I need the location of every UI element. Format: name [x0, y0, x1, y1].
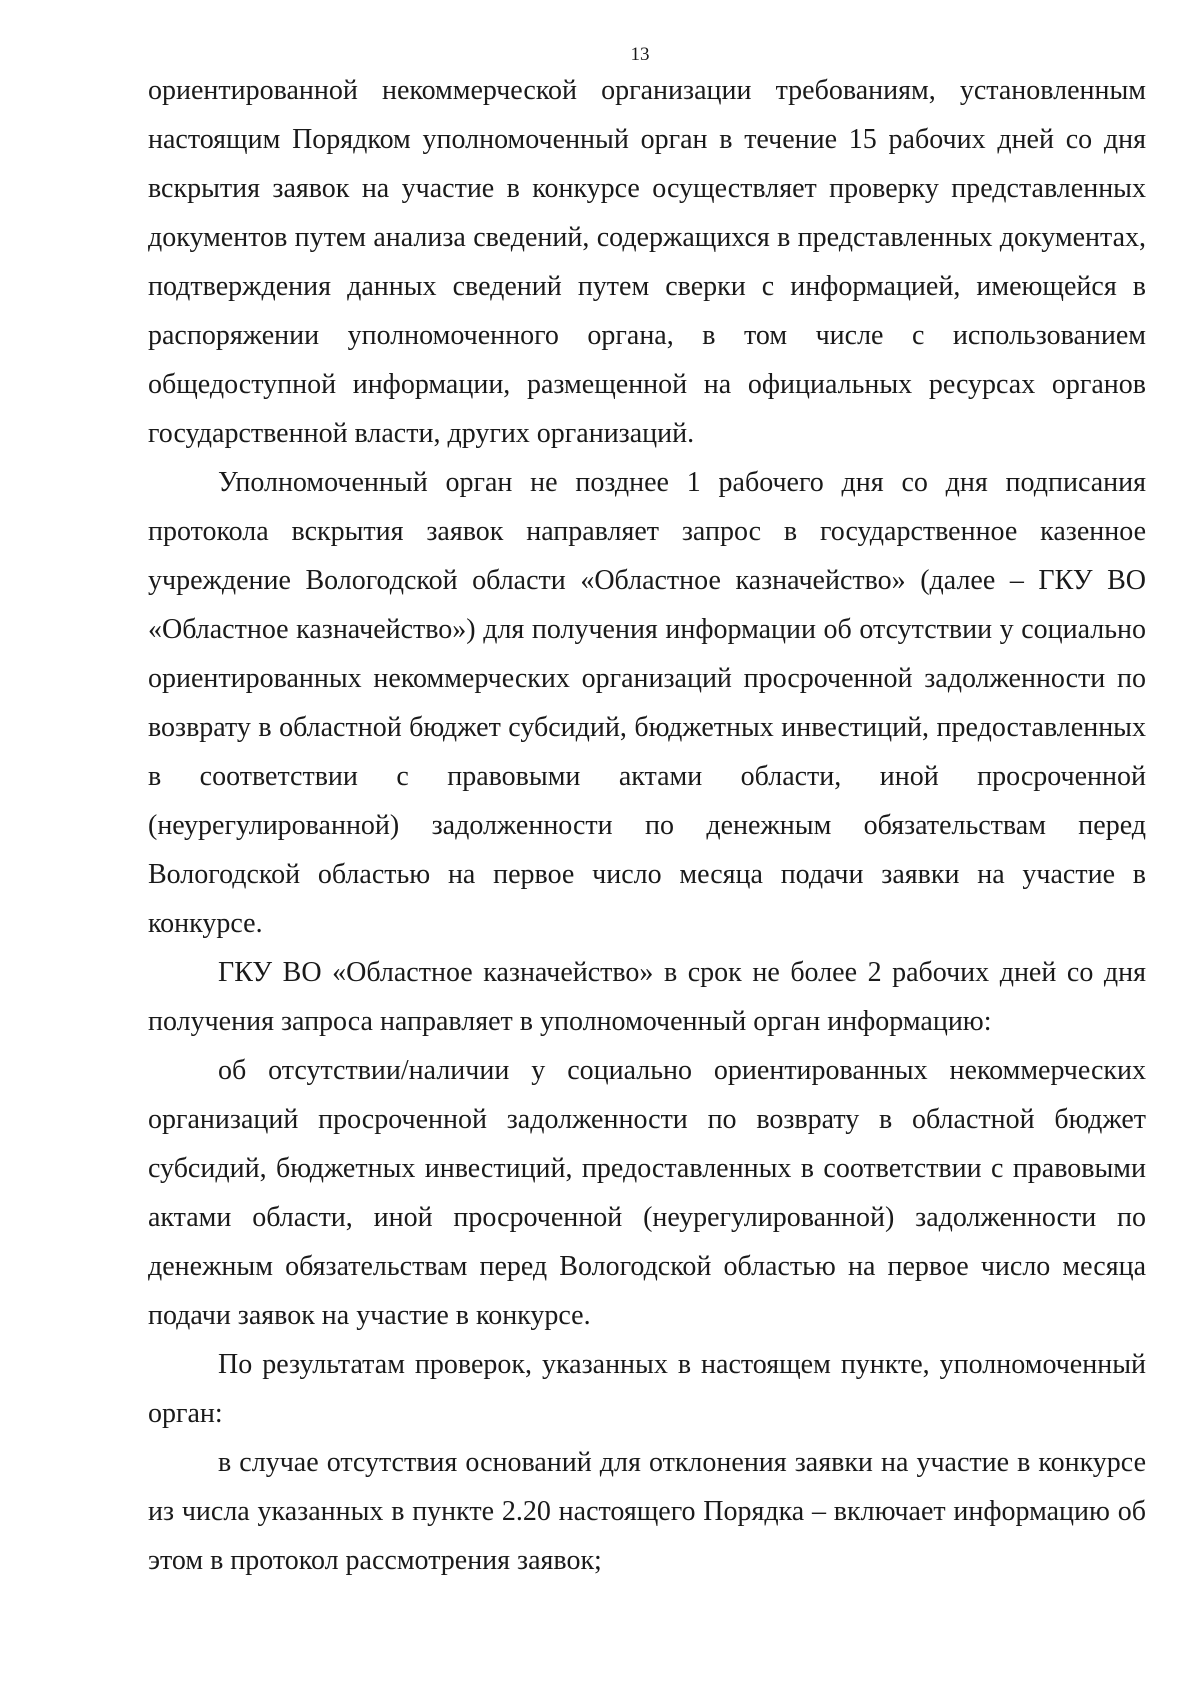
paragraph-request-treasury: Уполномоченный орган не позднее 1 рабочего дня со дня подписания протокола вскрытия заявок направляет запрос в государственное казенное учреждение Вологодской области «Областное казначейство» (далее – ГКУ ВО «Областное казначейство») для получения информации об отсутствии у социально ориентированных некоммерческих организаций просроченной задолженности по возврату в областной бюджет субсидий, бюджетных инвестиций, предоставленных в соответствии с правовыми актами области, иной просроченной (неурегулированной) задолженности по денежным обязательствам перед Вологодской областью на первое число месяца подачи заявки на участие в конкурсе. — [148, 467, 1146, 939]
paragraph-debt-information: об отсутствии/наличии у социально ориентированных некоммерческих организаций просроченной задолженности по возврату в областной бюджет субсидий, бюджетных инвестиций, предоставленных в соответствии с правовыми актами области, иной просроченной (неурегулированной) задолженности по денежным обязательствам перед Вологодской областью на первое число месяца подачи заявок на участие в конкурсе. — [148, 1055, 1146, 1331]
paragraph-check-results: По результатам проверок, указанных в настоящем пункте, уполномоченный орган: — [148, 1349, 1146, 1429]
paragraph-treasury-response: ГКУ ВО «Областное казначейство» в срок не более 2 рабочих дней со дня получения запроса направляет в уполномоченный орган информацию: — [148, 957, 1146, 1037]
paragraph-continuation: ориентированной некоммерческой организации требованиям, установленным настоящим Порядком уполномоченный орган в течение 15 рабочих дней со дня вскрытия заявок на участие в конкурсе осуществляет проверку представленных документов путем анализа сведений, содержащихся в представленных документах, подтверждения данных сведений путем сверки с информацией, имеющейся в распоряжении уполномоченного органа, в том числе с использованием общедоступной информации, размещенной на официальных ресурсах органов государственной власти, других организаций. — [148, 75, 1146, 449]
page-number: 13 — [630, 44, 650, 65]
paragraph-no-grounds-case: в случае отсутствия оснований для отклонения заявки на участие в конкурсе из числа указанных в пункте 2.20 настоящего Порядка – включает информацию об этом в протокол рассмотрения заявок; — [148, 1447, 1146, 1576]
document-body — [148, 66, 1146, 1585]
